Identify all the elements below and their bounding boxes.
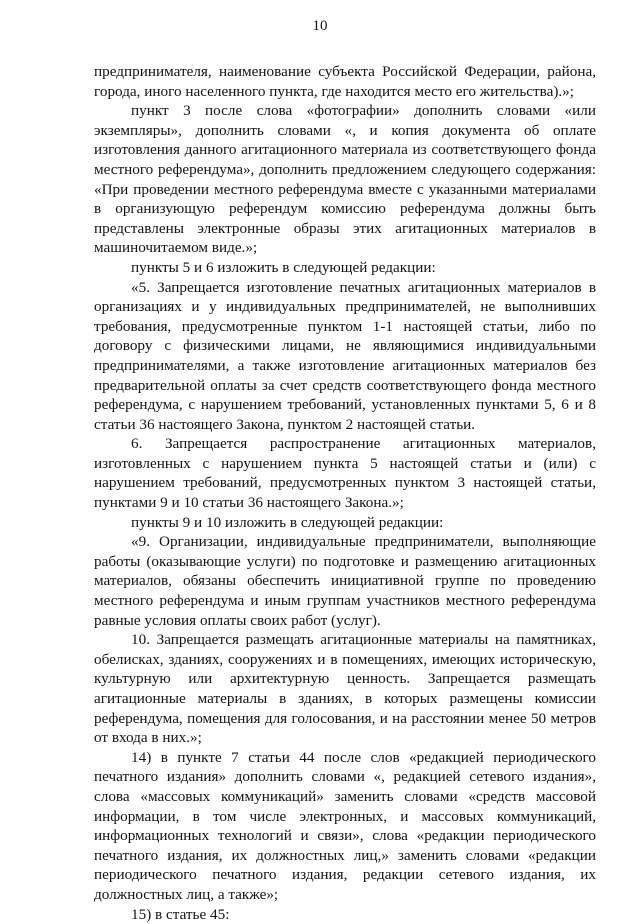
paragraph: «5. Запрещается изготовление печатных агитационных материалов в организациях и у индивидуальных предпринимателей, не выполнивших требования, предусмотренные пунктом 1-1 настоящей статьи, либо по договору с физическими лицами, не являющимися индивидуальными предпринимателями, а также изготовление агитационных материалов без предварительной оплаты за счет средств соответствующего фонда местного референдума, с нарушением требований, установленных пунктами 5, 6 и 8 статьи 36 настоящего Закона, пунктом 2 настоящей статьи. xyxy=(94,278,596,433)
paragraph: предпринимателя, наименование субъекта Российской Федерации, района, города, иного населенного пункта, где находится место его жительства).»; xyxy=(94,63,596,100)
paragraph: пункты 9 и 10 изложить в следующей редакции: xyxy=(131,513,444,531)
paragraph: пункты 5 и 6 изложить в следующей редакции: xyxy=(131,258,436,276)
paragraph: 14) в пункте 7 статьи 44 после слов «редакцией периодического печатного издания» дополнить словами «, редакцией сетевого издания», слова «массовых коммуникаций» заменить словами «средств массовой информации, в том числе электронных, и массовых коммуникаций, информационных технологий и связи», слова «редакции периодического печатного издания, их должностных лиц,» заменить словами «редакции периодического печатного издания, редакции сетевого издания, их должностных лиц, а также»; xyxy=(94,748,596,903)
document-body xyxy=(94,62,596,924)
paragraph: 6. Запрещается распространение агитационных материалов, изготовленных с нарушением пункта 5 настоящей статьи и (или) с нарушением требований, предусмотренных пунктом 3 настоящей статьи, пунктами 9 и 10 статьи 36 настоящего Закона.»; xyxy=(94,435,596,512)
paragraph: пункт 3 после слова «фотографии» дополнить словами «или экземпляры», дополнить словами «, и копия документа об оплате изготовления данного агитационного материала из соответствующего фонда местного референдума», дополнить предложением следующего содержания: «При проведении местного референдума вместе с указанными материалами в организующую референдум комиссию референдума должны быть представлены электронные образы этих агитационных материалов в машиночитаемом виде.»; xyxy=(94,102,596,257)
paragraph: «9. Организации, индивидуальные предприниматели, выполняющие работы (оказывающие услуги) по подготовке и размещению агитационных материалов, обязаны обеспечить инициативной группе по проведению местного референдума и иным группам участников местного референдума равные условия оплаты своих работ (услуг). xyxy=(94,533,596,629)
page-number: 10 xyxy=(312,18,328,34)
paragraph: 15) в статье 45: xyxy=(131,905,230,923)
paragraph: 10. Запрещается размещать агитационные материалы на памятниках, обелисках, зданиях, сооружениях и в помещениях, имеющих историческую, культурную или архитектурную ценность. Запрещается размещать агитационные материалы в зданиях, в которых размещены комиссии референдума, помещения для голосования, и на расстоянии менее 50 метров от входа в них.»; xyxy=(94,631,596,747)
